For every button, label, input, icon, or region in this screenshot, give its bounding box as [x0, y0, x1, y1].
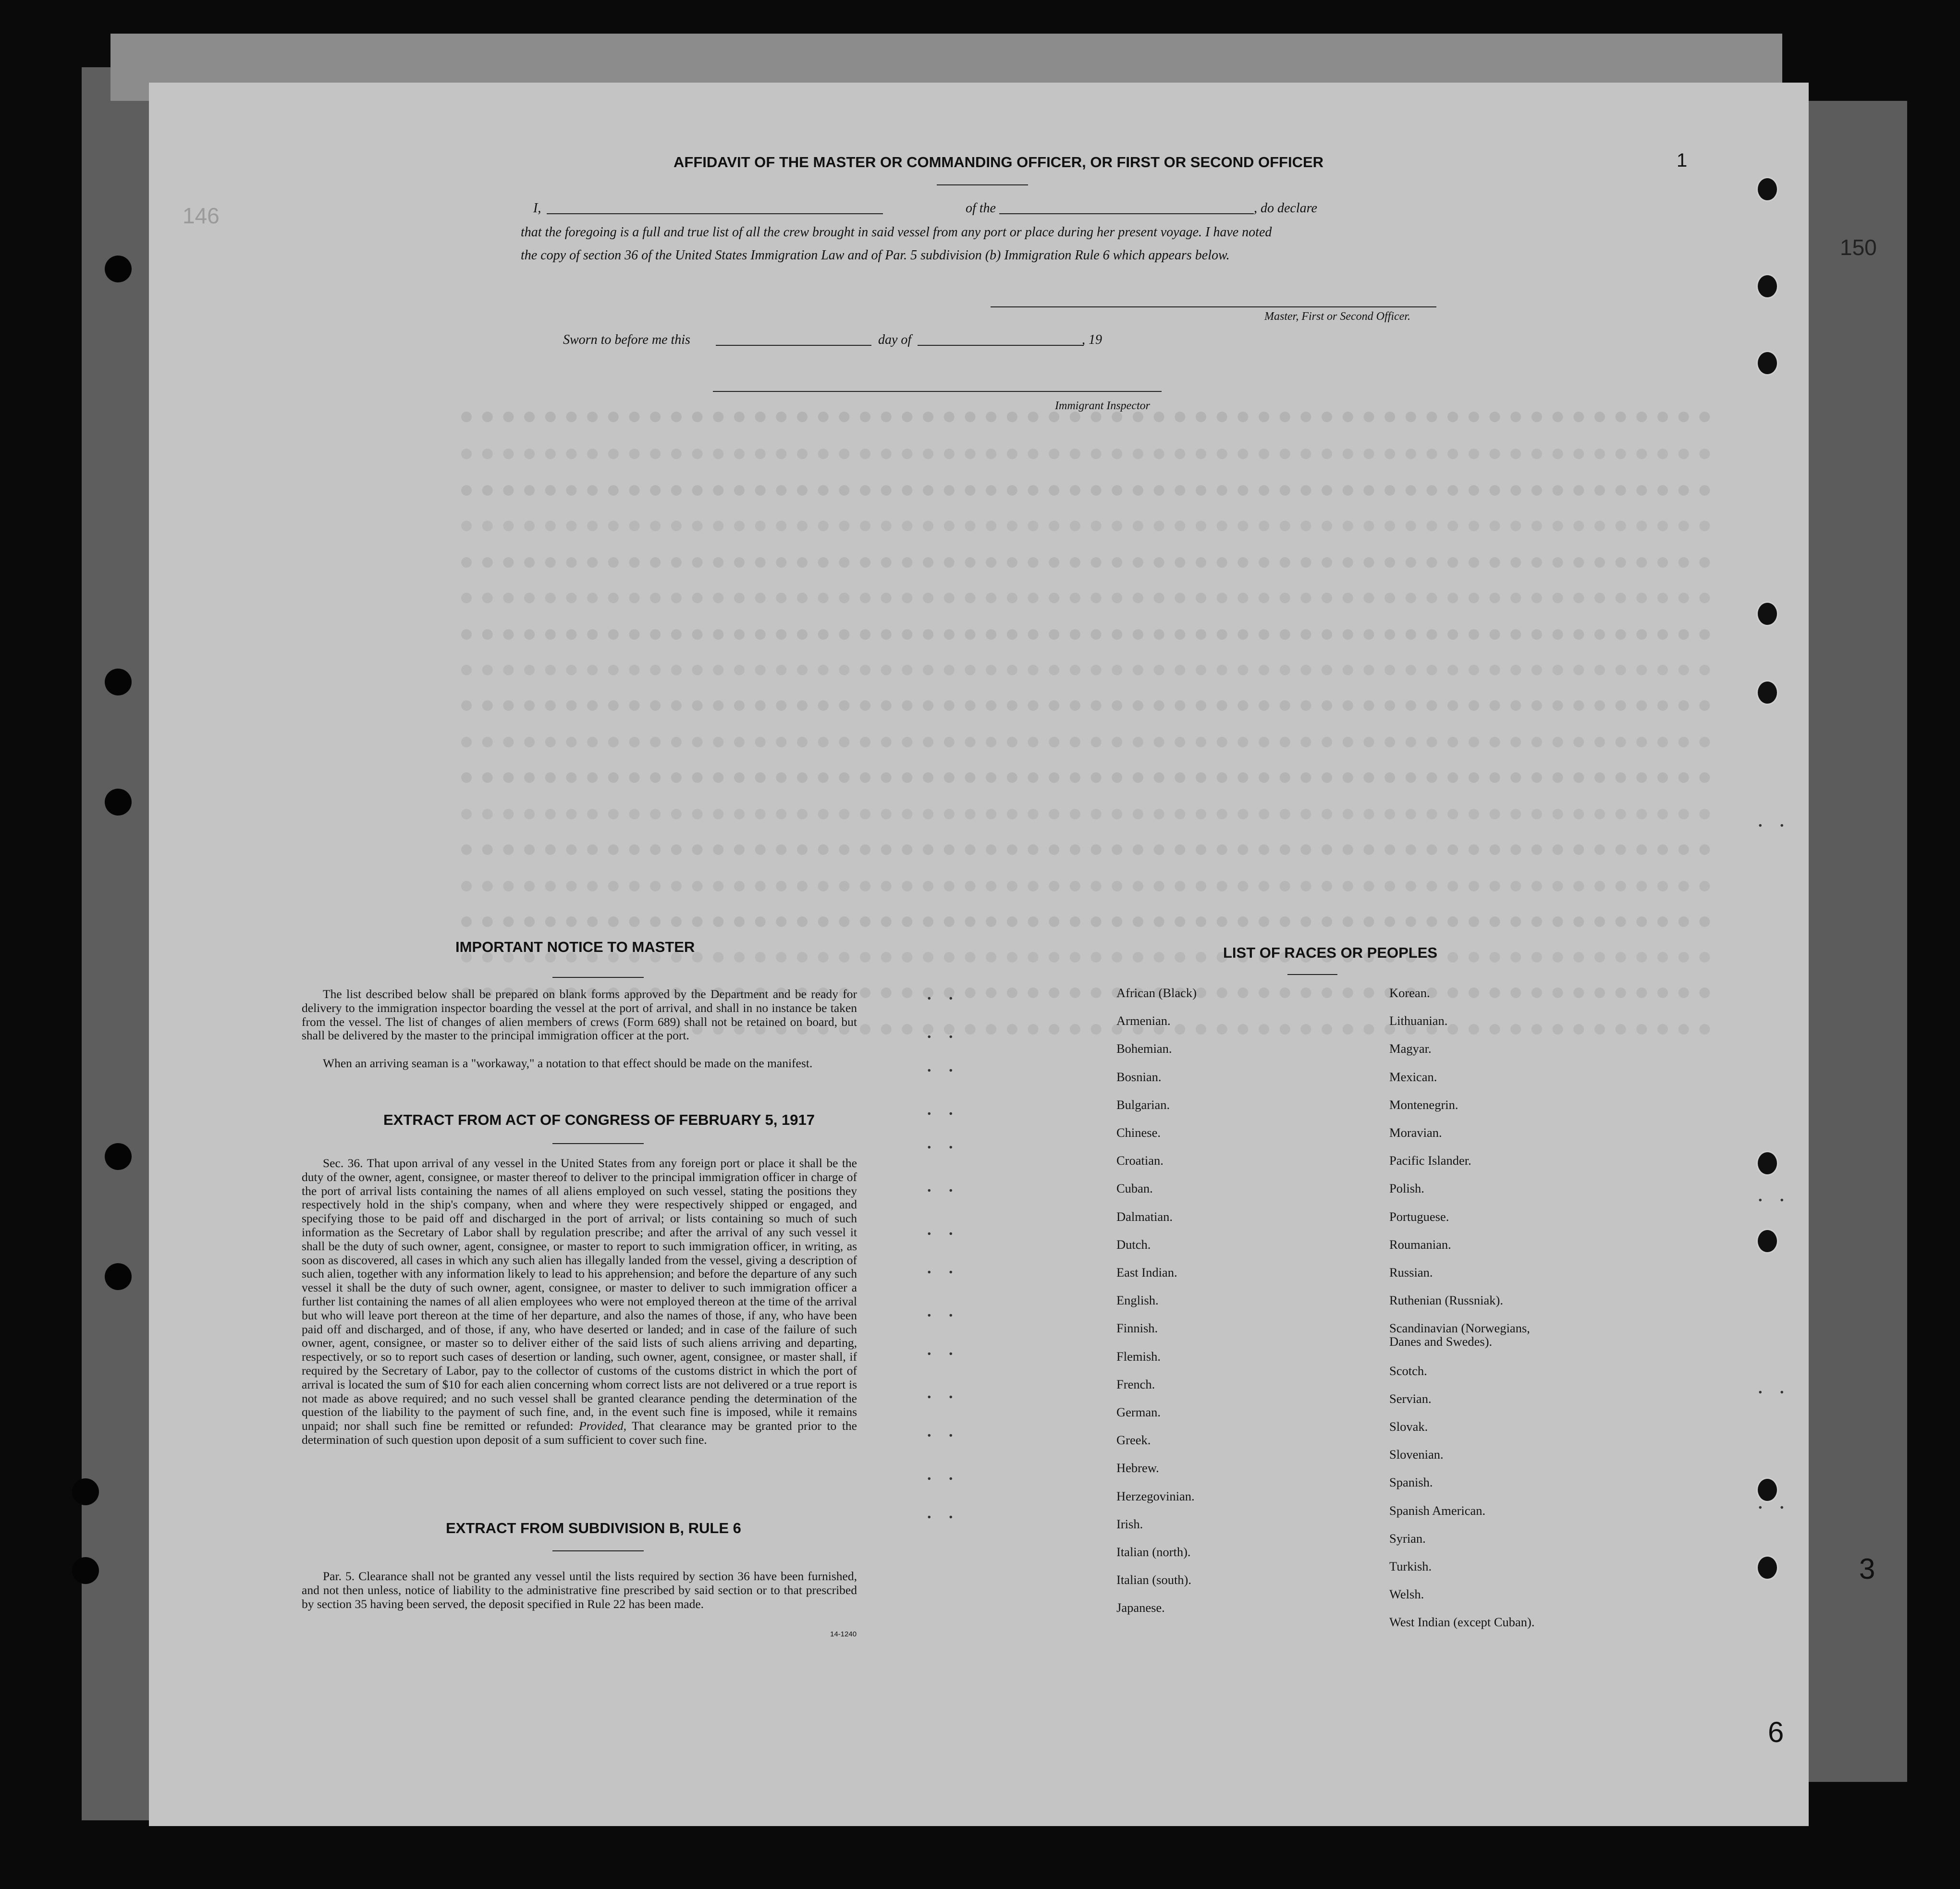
bleed-through-row: [461, 665, 1710, 678]
binder-hole: [1756, 601, 1778, 626]
race-item: Danes and Swedes).: [1389, 1334, 1493, 1349]
bleed-through-row: [461, 700, 1710, 714]
notice-paragraph-2: When an arriving seaman is a "workaway," a notation to that effect should be made on the manifest.: [323, 1056, 813, 1070]
sworn-month-line: [918, 345, 1084, 346]
affidavit-statement-line1: that the foregoing is a full and true list of all the crew brought in said vessel from any port or place during her present voyage. I have noted: [521, 225, 1272, 240]
rule-extract-title: EXTRACT FROM SUBDIVISION B, RULE 6: [446, 1520, 741, 1536]
bleed-through-dots: . .: [927, 1341, 960, 1359]
binder-hole: [1756, 177, 1778, 202]
bleed-through-dots: . .: [1758, 1187, 1791, 1205]
race-item: Flemish.: [1116, 1349, 1161, 1364]
race-item: Irish.: [1116, 1516, 1143, 1531]
binder-hole: [72, 1478, 99, 1505]
bleed-through-dots: . .: [927, 1134, 960, 1152]
race-item: Dutch.: [1116, 1237, 1151, 1252]
binder-hole: [1756, 680, 1778, 705]
sworn-day-line: [716, 345, 871, 346]
bleed-through-row: [461, 449, 1710, 462]
back-sheet-right: [1797, 101, 1907, 1782]
handwritten-mark-6: 6: [1768, 1716, 1784, 1748]
race-item: Syrian.: [1389, 1531, 1426, 1546]
provided-label: Provided,: [579, 1419, 626, 1433]
binder-hole: [1756, 1229, 1778, 1254]
race-item: Bohemian.: [1116, 1041, 1172, 1056]
bleed-through-row: [461, 737, 1710, 750]
act-extract-rule: [552, 1143, 644, 1144]
race-item: German.: [1116, 1405, 1161, 1419]
race-item: Chinese.: [1116, 1125, 1161, 1140]
bleed-through-dots: . .: [927, 1384, 960, 1402]
bleed-through-row: [461, 521, 1710, 534]
race-item: Portuguese.: [1389, 1209, 1449, 1224]
race-item: Herzegovinian.: [1116, 1488, 1195, 1503]
left-page-number: 146: [183, 203, 220, 228]
notice-rule: [552, 977, 644, 978]
title-rule: [937, 184, 1028, 185]
day-of-label: day of: [878, 332, 912, 347]
race-item: Polish.: [1389, 1181, 1424, 1196]
race-item: French.: [1116, 1377, 1155, 1391]
race-item: Spanish.: [1389, 1475, 1433, 1490]
race-item: Scotch.: [1389, 1363, 1427, 1378]
race-item: East Indian.: [1116, 1265, 1177, 1280]
bleed-through-dots: . .: [927, 1221, 960, 1239]
inspector-caption: Immigrant Inspector: [1055, 400, 1150, 412]
section-36-text: That upon arrival of any vessel in the United States from any foreign port or place it shall be the duty of the owner, agent, consignee, or master thereof to deliver to the principal immigration officer in charge of the port of arrival lists containing the names of all aliens employed on such vessel, stating the positions they respectively hold in the ship's company, when and where they were respectively shipped or engaged, and specifying those to be paid off and discharged in the port of arrival; or lists containing so much of such information as the Secretary of Labor shall by regulation prescribe; and after the arrival of any such vessel it shall be the duty of such owner, agent, consignee, or master to report to such immigration officer, in writing, as soon as discovered, all cases in which any such alien has illegally landed from the vessel, giving a description of such alien, together with any information likely to lead to his apprehension; and before the departure of any such vessel it shall be the duty of such owner, agent, consignee, or master to deliver to such immigration officer a further list containing the names of all alien employees who were not employed thereon at the time of the arrival but who will leave port thereon at the time of her departure, and also the names of those, if any, who have been paid off and discharged, and of those, if any, who have deserted or landed; and in case of the failure of such owner, agent, consignee, or master so to deliver either of the said lists of such aliens arriving and departing, respectively, or so to report such cases of desertion or landing, such owner, agent, consignee, or master shall, if required by the Secretary of Labor, pay to the collector of customs of the customs district in which the port of arrival is located the sum of $10 for each alien concerning whom correct lists are not delivered or a true report is not made as above required; and no such vessel shall be granted clearance pending the determination of the question of the liability to the payment of such fine, and, in the event such fine is imposed, while it remains unpaid; nor shall such fine be remitted or refunded:: [302, 1156, 857, 1433]
race-item: Slovenian.: [1389, 1447, 1444, 1462]
notice-paragraph-1: The list described below shall be prepared on blank forms approved by the Department and be ready for delivery to the immigration inspector boarding the vessel at the port of arrival, and shall in no instance be taken from the vessel. The list of changes of alien members of crews (Form 689) shall not be retained on board, but shall be delivered by the master to the principal immigration officer at the port.: [302, 987, 857, 1043]
race-item: Japanese.: [1116, 1600, 1165, 1615]
race-item: Scandinavian (Norwegians,: [1389, 1321, 1530, 1336]
binder-hole: [105, 1263, 132, 1290]
declarant-label: I,: [533, 201, 541, 216]
race-item: English.: [1116, 1293, 1159, 1308]
bleed-through-dots: . .: [1758, 1379, 1791, 1397]
bleed-through-dots: . .: [927, 1178, 960, 1195]
race-item: Slovak.: [1389, 1419, 1428, 1434]
binder-hole: [1756, 1151, 1778, 1176]
race-item: Italian (south).: [1116, 1572, 1192, 1587]
races-rule: [1287, 974, 1337, 975]
signature-caption: Master, First or Second Officer.: [1264, 310, 1410, 323]
race-item: Montenegrin.: [1389, 1097, 1458, 1112]
binder-hole: [1756, 1555, 1778, 1580]
bleed-through-dots: . .: [927, 1303, 960, 1320]
sworn-label: Sworn to before me this: [563, 332, 690, 347]
race-item: Lithuanian.: [1389, 1013, 1448, 1028]
vessel-label: of the: [966, 201, 996, 216]
act-extract-title: EXTRACT FROM ACT OF CONGRESS OF FEBRUARY 5, 1917: [383, 1111, 815, 1128]
right-page-number: 150: [1840, 235, 1877, 260]
binder-hole: [1756, 274, 1778, 299]
races-title: LIST OF RACES OR PEOPLES: [1223, 944, 1438, 961]
act-extract-text: [302, 1157, 857, 1447]
race-item: West Indian (except Cuban).: [1389, 1615, 1535, 1630]
section-label: Sec. 36.: [323, 1156, 363, 1170]
race-item: Bosnian.: [1116, 1069, 1162, 1084]
bleed-through-dots: . .: [927, 986, 960, 1003]
bleed-through-row: [461, 772, 1710, 786]
manifest-page: [149, 83, 1877, 1826]
race-item: Russian.: [1389, 1265, 1433, 1280]
race-item: Finnish.: [1116, 1321, 1158, 1336]
bleed-through-dots: . .: [927, 1504, 960, 1522]
affidavit-title: AFFIDAVIT OF THE MASTER OR COMMANDING OFFICER, OR FIRST OR SECOND OFFICER: [674, 154, 1324, 171]
bleed-through-row: [461, 485, 1710, 499]
binder-hole: [105, 789, 132, 816]
binder-hole: [105, 256, 132, 282]
bleed-through-row: [461, 916, 1710, 930]
binder-hole: [1756, 351, 1778, 376]
race-item: Spanish American.: [1389, 1503, 1486, 1518]
race-item: Magyar.: [1389, 1041, 1432, 1056]
race-item: Servian.: [1389, 1391, 1432, 1406]
inspector-signature-line: [713, 391, 1162, 392]
notice-title: IMPORTANT NOTICE TO MASTER: [455, 938, 695, 955]
bleed-through-dots: . .: [1758, 813, 1791, 830]
race-item: Moravian.: [1389, 1125, 1442, 1140]
race-item: Korean.: [1389, 986, 1430, 1000]
bleed-through-row: [461, 844, 1710, 858]
race-item: Pacific Islander.: [1389, 1153, 1471, 1168]
rule-extract-rule: [552, 1550, 644, 1551]
bleed-through-row: [461, 629, 1710, 643]
binder-hole: [105, 1143, 132, 1170]
race-item: Turkish.: [1389, 1559, 1432, 1573]
bleed-through-dots: . .: [927, 1101, 960, 1119]
signature-line: [991, 306, 1436, 307]
year-label: , 19: [1082, 332, 1102, 347]
section-36-text-end: That clearance may be granted prior to the determination of such question upon deposit of a sum sufficient to cover such fine.: [302, 1419, 857, 1447]
race-item: Hebrew.: [1116, 1461, 1159, 1475]
bleed-through-row: [461, 557, 1710, 571]
race-item: Greek.: [1116, 1433, 1151, 1448]
declare-label: , do declare: [1254, 201, 1317, 216]
handwritten-mark-3: 3: [1859, 1553, 1875, 1585]
race-item: Bulgarian.: [1116, 1097, 1170, 1112]
bleed-through-dots: . .: [927, 1466, 960, 1484]
race-item: Italian (north).: [1116, 1545, 1191, 1559]
bleed-through-row: [461, 593, 1710, 606]
bleed-through-row: [461, 881, 1710, 894]
rule-extract-text: Par. 5. Clearance shall not be granted any vessel until the lists required by section 36 have been furnished, and not then unless, notice of liability to the administrative fine prescribed by said section or to that prescribed by section 35 having been served, the deposit specified in Rule 22 has been made.: [302, 1569, 857, 1611]
race-item: Cuban.: [1116, 1181, 1153, 1196]
binder-hole: [72, 1557, 99, 1584]
vessel-name-line: [999, 213, 1254, 214]
bleed-through-dots: . .: [1758, 1495, 1791, 1512]
bleed-through-dots: . .: [927, 1259, 960, 1277]
race-item: Welsh.: [1389, 1587, 1424, 1602]
page-number: 1: [1677, 150, 1688, 171]
race-item: African (Black): [1116, 986, 1197, 1000]
binder-hole: [105, 669, 132, 695]
bleed-through-dots: . .: [927, 1024, 960, 1042]
race-item: Ruthenian (Russniak).: [1389, 1293, 1503, 1308]
race-item: Dalmatian.: [1116, 1209, 1173, 1224]
declarant-name-line: [547, 213, 883, 214]
bleed-through-row: [461, 809, 1710, 822]
form-number: 14-1240: [830, 1630, 857, 1638]
race-item: Croatian.: [1116, 1153, 1164, 1168]
bleed-through-dots: . .: [927, 1423, 960, 1440]
race-item: Roumanian.: [1389, 1237, 1451, 1252]
bleed-through-row: [461, 412, 1710, 425]
race-item: Mexican.: [1389, 1069, 1437, 1084]
race-item: Armenian.: [1116, 1013, 1171, 1028]
affidavit-statement-line2: the copy of section 36 of the United States Immigration Law and of Par. 5 subdivision (b) Immigration Rule 6 which appears below.: [521, 248, 1230, 263]
bleed-through-dots: . .: [927, 1058, 960, 1075]
